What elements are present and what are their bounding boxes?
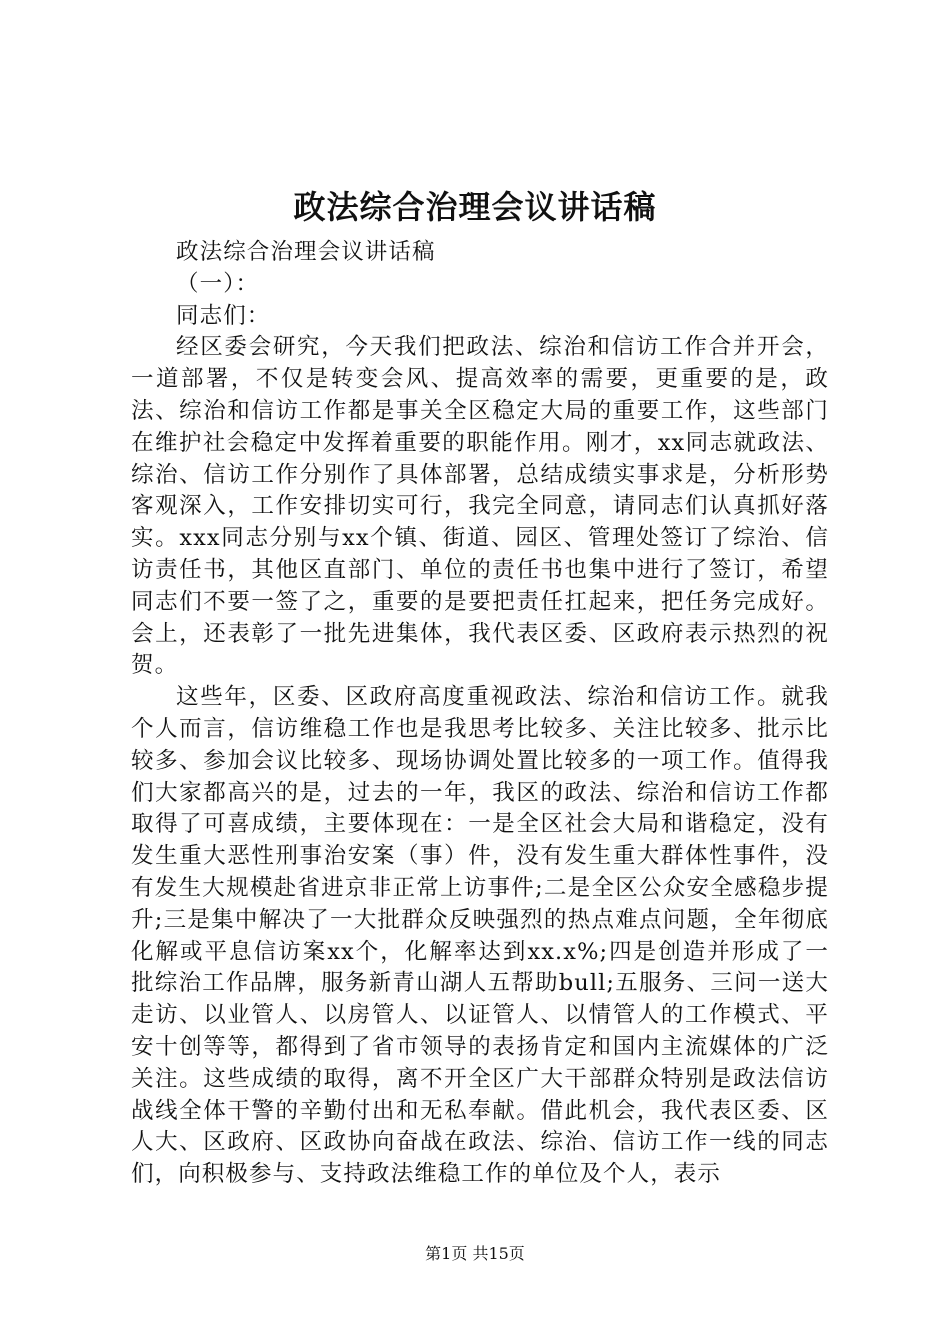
subtitle-paragraph: 政法综合治理会议讲话稿 — [176, 239, 436, 265]
document-title: 政法综合治理会议讲话稿 — [293, 188, 657, 226]
section-marker: （一）： — [176, 270, 260, 297]
body-paragraph: 经区委会研究，今天我们把政法、综治和信访工作合并开会，一道部署，不仅是转变会风、提高效率的需要，更重要的是，政法、综治和信访工作都是事关全区稳定大局的重要工作，这些部门在维护社会稳定中发挥着重要的职能作用。刚才，xx同志就政法、综治、信访工作分别作了具体部署，总结成绩实事求是，分析形势客观深入，工作安排切实可行，我完全同意，请同志们认真抓好落实。xxx同志分别与xx个镇、街道、园区、管理处签订了综治、信访责任书，其他区直部门、单位的责任书也集中进行了签订，希望同志们不要一签了之，重要的是要把责任扛起来，把任务完成好。会上，还表彰了一批先进集体，我代表区委、区政府表示热烈的祝贺。 — [131, 334, 829, 679]
page-number-footer: 第1页 共15页 — [425, 1244, 525, 1263]
body-paragraph: 这些年，区委、区政府高度重视政法、综治和信访工作。就我个人而言，信访维稳工作也是我思考比较多、关注比较多、批示比较多、参加会议比较多、现场协调处置比较多的一项工作。值得我们大家都高兴的是，过去的一年，我区的政法、综治和信访工作都取得了可喜成绩，主要体现在：一是全区社会大局和谐稳定，没有发生重大恶性刑事治安案（事）件，没有发生重大群体性事件，没有发生大规模赴省进京非正常上访事件;二是全区公众安全感稳步提升;三是集中解决了一大批群众反映强烈的热点难点问题，全年彻底化解或平息信访案xx个，化解率达到xx.x%;四是创造并形成了一批综治工作品牌，服务新青山湖人五帮助bull;五服务、三问一送大走访、以业管人、以房管人、以证管人、以情管人的工作模式、平安十创等等，都得到了省市领导的表扬肯定和国内主流媒体的广泛关注。这些成绩的取得，离不开全区广大干部群众特别是政法信访战线全体干警的辛勤付出和无私奉献。借此机会，我代表区委、区人大、区政府、区政协向奋战在政法、综治、信访工作一线的同志们，向积极参与、支持政法维稳工作的单位及个人，表示 — [131, 684, 829, 1188]
salutation: 同志们： — [176, 302, 271, 329]
document-body — [131, 237, 829, 1191]
